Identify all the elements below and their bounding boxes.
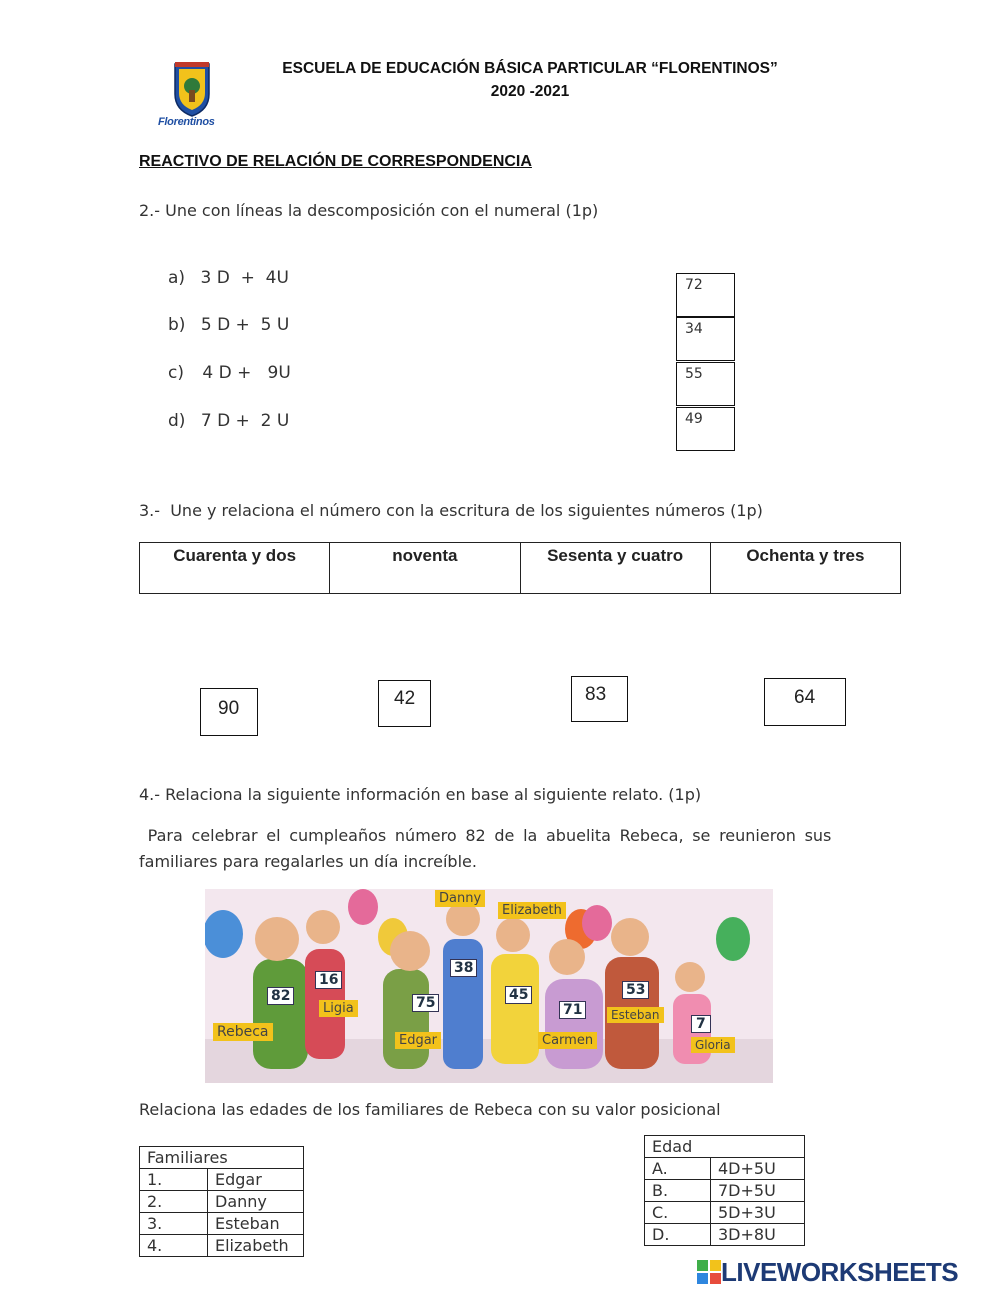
familiares-header: Familiares <box>140 1147 304 1169</box>
edad-table <box>644 1135 805 1246</box>
story-line-1: Para celebrar el cumpleaños número 82 de la abuelita Rebeca, se reunieron sus <box>139 826 832 845</box>
row-value: 7D+5U <box>711 1180 805 1202</box>
row-letter: D. <box>645 1224 711 1246</box>
age-badge-carmen: 71 <box>559 1001 586 1019</box>
row-letter: A. <box>645 1158 711 1180</box>
label-edgar: Edgar <box>395 1032 441 1049</box>
option-letter: b) <box>168 315 186 335</box>
age-badge-esteban: 53 <box>622 981 649 999</box>
story-line-2: familiares para regalarles un día increíble. <box>139 852 477 871</box>
q3-words-table <box>139 542 901 594</box>
row-number: 4. <box>140 1235 208 1257</box>
q3-word-cell[interactable]: Cuarenta y dos <box>140 543 330 594</box>
table-row[interactable] <box>645 1224 805 1246</box>
logo-wordmark: Florentinos <box>158 116 215 128</box>
q2-numeral-box[interactable]: 34 <box>676 317 735 361</box>
row-number: 3. <box>140 1213 208 1235</box>
row-number: 2. <box>140 1191 208 1213</box>
q3-word-cell[interactable]: Sesenta y cuatro <box>520 543 710 594</box>
liveworksheets-logo <box>697 1257 958 1288</box>
label-gloria: Gloria <box>691 1037 735 1053</box>
table-row[interactable] <box>645 1202 805 1224</box>
row-letter: C. <box>645 1202 711 1224</box>
table-row[interactable] <box>140 1169 304 1191</box>
section-title: REACTIVO DE RELACIÓN DE CORRESPONDENCIA <box>139 153 532 170</box>
option-letter: c) <box>168 363 184 383</box>
liveworksheets-icon <box>697 1260 721 1284</box>
q4-prompt: 4.- Relaciona la siguiente información en base al siguiente relato. (1p) <box>139 785 702 804</box>
q2-numeral-box[interactable]: 55 <box>676 362 735 406</box>
q2-option-a <box>168 268 289 288</box>
age-badge-elizabeth: 45 <box>505 986 532 1004</box>
age-badge-edgar: 75 <box>412 994 439 1012</box>
school-year: 2020 -2021 <box>490 83 570 100</box>
q2-option-d <box>168 411 289 431</box>
q3-word-cell[interactable]: Ochenta y tres <box>710 543 900 594</box>
row-name: Edgar <box>208 1169 304 1191</box>
option-text: 7 D + 2 U <box>200 411 290 431</box>
edad-header: Edad <box>645 1136 805 1158</box>
q3-number-box[interactable]: 42 <box>378 680 431 727</box>
row-name: Danny <box>208 1191 304 1213</box>
school-name: ESCUELA DE EDUCACIÓN BÁSICA PARTICULAR “FLORENTINOS” <box>282 60 778 77</box>
q2-numeral-box[interactable]: 49 <box>676 407 735 451</box>
q3-number-box[interactable]: 83 <box>571 676 628 722</box>
familiares-table <box>139 1146 304 1257</box>
table-row[interactable] <box>645 1158 805 1180</box>
label-ligia: Ligia <box>319 1000 358 1017</box>
q2-option-c <box>168 363 291 383</box>
label-esteban: Esteban <box>607 1007 664 1023</box>
option-letter: a) <box>168 268 186 288</box>
label-rebeca: Rebeca <box>213 1023 273 1041</box>
q4-instruction: Relaciona las edades de los familiares de Rebeca con su valor posicional <box>139 1100 721 1119</box>
q2-option-b <box>168 315 289 335</box>
row-value: 3D+8U <box>711 1224 805 1246</box>
option-letter: d) <box>168 411 186 431</box>
age-badge-ligia: 16 <box>315 971 342 989</box>
option-text: 4 D + 9U <box>202 363 291 383</box>
row-value: 5D+3U <box>711 1202 805 1224</box>
q3-number-box[interactable]: 90 <box>200 688 258 736</box>
liveworksheets-wordmark: LIVEWORKSHEETS <box>721 1257 959 1287</box>
option-text: 5 D + 5 U <box>200 315 290 335</box>
age-badge-rebeca: 82 <box>267 987 294 1005</box>
row-name: Esteban <box>208 1213 304 1235</box>
table-row[interactable] <box>140 1235 304 1257</box>
q3-number-box[interactable]: 64 <box>764 678 846 726</box>
table-row[interactable] <box>140 1191 304 1213</box>
table-row[interactable] <box>140 1213 304 1235</box>
family-scene-icon <box>205 889 773 1083</box>
q2-prompt: 2.- Une con líneas la descomposición con el numeral (1p) <box>139 201 599 220</box>
q3-word-cell[interactable]: noventa <box>330 543 520 594</box>
q3-prompt: 3.- Une y relaciona el número con la escritura de los siguientes números (1p) <box>139 501 763 520</box>
label-danny: Danny <box>435 890 485 907</box>
row-number: 1. <box>140 1169 208 1191</box>
age-badge-gloria: 7 <box>691 1015 711 1033</box>
label-elizabeth: Elizabeth <box>498 902 566 919</box>
table-row[interactable] <box>645 1180 805 1202</box>
q2-numeral-box[interactable]: 72 <box>676 273 735 317</box>
row-name: Elizabeth <box>208 1235 304 1257</box>
row-value: 4D+5U <box>711 1158 805 1180</box>
family-illustration <box>205 889 773 1083</box>
age-badge-danny: 38 <box>450 959 477 977</box>
option-text: 3 D + 4U <box>200 268 289 288</box>
row-letter: B. <box>645 1180 711 1202</box>
label-carmen: Carmen <box>538 1032 597 1049</box>
